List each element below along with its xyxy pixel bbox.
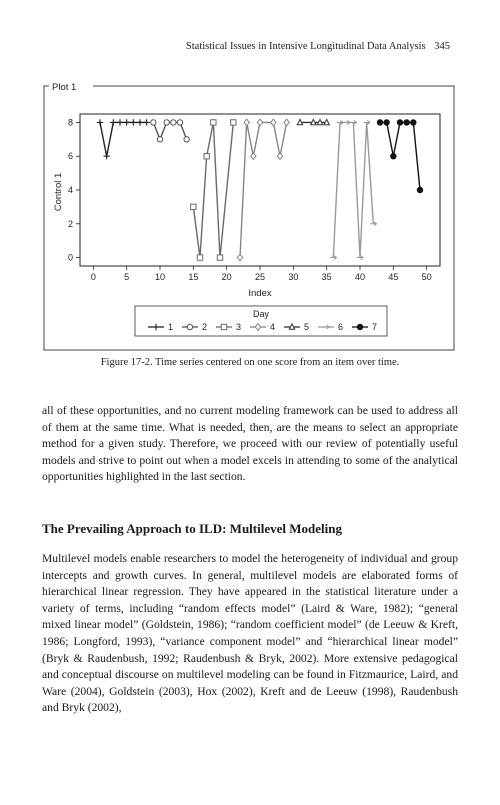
x-tick-label: 50: [421, 272, 432, 282]
data-point: [123, 119, 129, 125]
data-point: [271, 119, 276, 126]
data-point: [171, 120, 176, 125]
x-tick-label: 30: [288, 272, 299, 282]
data-point: [204, 154, 209, 159]
series-6: [330, 120, 376, 259]
data-point: [417, 187, 422, 192]
data-point: [157, 137, 162, 142]
legend-label: 4: [270, 322, 276, 332]
legend: [135, 306, 387, 336]
legend-label: 2: [202, 322, 208, 332]
series-1: [97, 119, 150, 159]
data-point: [411, 120, 416, 125]
data-point: [184, 137, 189, 142]
data-point: [151, 120, 156, 125]
legend-label: 5: [304, 322, 310, 332]
legend-title: Day: [252, 309, 270, 319]
data-point: [277, 153, 282, 160]
data-point: [397, 120, 402, 125]
series-layer: [97, 119, 423, 261]
data-point: [191, 204, 196, 209]
running-title: Statistical Issues in Intensive Longitudinal Data Analysis: [185, 41, 426, 52]
series-4: [237, 119, 289, 261]
data-point: [103, 153, 109, 159]
series-5: [297, 119, 329, 124]
series-2: [151, 120, 190, 142]
panel-frame: [44, 86, 454, 350]
y-tick-label: 8: [67, 117, 73, 128]
data-point: [317, 119, 322, 124]
legend-label: 3: [236, 322, 242, 332]
plot-area: [80, 114, 440, 266]
data-point: [391, 154, 396, 159]
data-point: [117, 119, 123, 125]
x-tick-label: 20: [221, 272, 232, 282]
x-axis-label: Index: [248, 288, 272, 299]
x-tick-label: 25: [254, 272, 266, 282]
data-point: [311, 119, 316, 124]
x-tick-label: 40: [354, 272, 366, 282]
data-point: [197, 255, 202, 260]
legend-item-6: [318, 322, 343, 332]
data-point: [97, 119, 103, 125]
legend-item-2: [182, 322, 207, 332]
data-point: [231, 120, 236, 125]
figure-caption: Figure 17-2. Time series centered on one score from an item over time.: [100, 357, 400, 368]
data-point: [177, 120, 182, 125]
data-point: [130, 119, 136, 125]
legend-marker: [289, 324, 294, 329]
series-line: [193, 122, 233, 257]
data-point: [110, 119, 116, 125]
data-point: [217, 255, 222, 260]
data-point: [404, 120, 409, 125]
x-tick-label: 15: [188, 272, 199, 282]
section-heading: The Prevailing Approach to ILD: Multilevel Modeling: [42, 521, 342, 536]
legend-item-4: [250, 322, 275, 332]
series-3: [191, 120, 236, 261]
data-point: [251, 153, 256, 160]
legend-marker: [153, 324, 159, 330]
series-line: [240, 122, 287, 257]
legend-item-5: [284, 322, 309, 332]
y-tick-label: 2: [67, 218, 73, 229]
y-tick-label: 4: [67, 185, 73, 195]
time-series-chart: [0, 0, 500, 360]
y-axis-label: Control 1: [53, 172, 64, 212]
paragraph-2: Multilevel models enable researchers to model the heterogeneity of individual and group intercepts and growth curves. In general, multilevel models are elaborated forms of hierarchical linear regression. They have appeared in the statistical literature under a variety of terms, including “random effects model” (Laird & Ware, 1982); “general mixed linear model” (Goldstein, 1986); “random coefficient model” (de Leeuw & Kreft, 1986; Longford, 1993), “variance component model” and “hierarchical linear model” (Bryk & Raudenbush, 1992; Raudenbush & Bryk, 2002). More extensive pedagogical and conceptual discourse on multilevel modeling can be found in Fitzmaurice, Laird, and Ware (2004), Goldstein (2003), Hox (2002), Kreft and de Leeuw (1998), Raudenbush and Bryk (2002),: [42, 552, 458, 715]
data-point: [137, 119, 143, 125]
data-point: [324, 119, 329, 124]
legend-item-3: [216, 322, 241, 332]
series-line: [333, 122, 373, 257]
y-tick-label: 6: [67, 151, 73, 162]
x-tick-label: 5: [124, 272, 130, 282]
data-point: [143, 119, 149, 125]
x-tick-label: 0: [90, 272, 96, 282]
x-tick-label: 10: [154, 272, 166, 282]
legend-marker: [187, 324, 192, 329]
series-7: [377, 120, 422, 193]
legend-marker: [323, 325, 329, 329]
legend-item-1: [148, 322, 173, 332]
legend-marker: [221, 324, 226, 329]
data-point: [244, 119, 249, 126]
data-point: [237, 254, 242, 261]
data-point: [297, 119, 302, 124]
legend-marker: [357, 324, 362, 329]
data-point: [211, 120, 216, 125]
series-line: [380, 122, 420, 190]
legend-item-7: [352, 322, 377, 332]
data-point: [343, 120, 349, 124]
series-line: [100, 122, 147, 156]
x-tick-label: 35: [321, 272, 332, 282]
paragraph-1: all of these opportunities, and no current modeling framework can be used to address all of them at the same time. What is needed, then, are the means to select an appropriate method for a given study. Therefore, we proceed with our review of potentially useful models and strive to point out when a model excels in attending to some of the analytical opportunities highlighted in the last section.: [42, 404, 458, 484]
data-point: [164, 120, 169, 125]
x-tick-label: 45: [388, 272, 399, 282]
page-number: 345: [434, 41, 450, 52]
legend-marker: [255, 324, 260, 331]
legend-label: 1: [168, 322, 174, 332]
legend-label: 7: [372, 322, 378, 332]
data-point: [257, 119, 262, 126]
panel-label: Plot 1: [52, 82, 77, 93]
data-point: [384, 120, 389, 125]
data-point: [377, 120, 382, 125]
axis-ticks: [68, 117, 432, 282]
figure: [0, 0, 500, 360]
legend-label: 6: [338, 322, 344, 332]
data-point: [284, 119, 289, 126]
y-tick-label: 0: [67, 252, 73, 263]
